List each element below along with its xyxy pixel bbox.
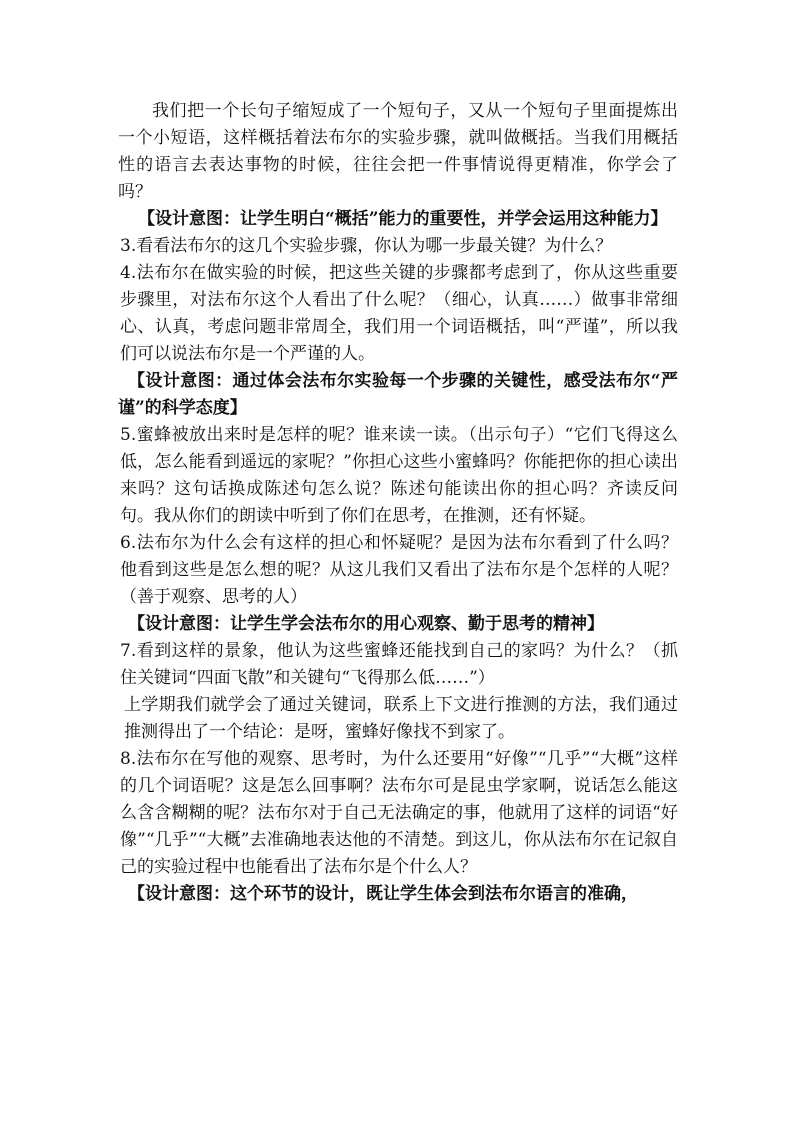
design-intent-4: 【设计意图：这个环节的设计，既让学生体会到法布尔语言的准确， bbox=[128, 884, 638, 904]
design-intent-3: 【设计意图：让学生学会法布尔的用心观察、勤于思考的精神】 bbox=[128, 614, 604, 634]
paragraph-summary: 我们把一个长句子缩短成了一个短句子，又从一个短句子里面提炼出一个小短语，这样概括着法布尔的实验步骤，就叫做概括。当我们用概括性的语言去表达事物的时候，往往会把一件事情说得更精准，你学会了吗？ bbox=[118, 101, 678, 202]
question-4: 4.法布尔在做实验的时候，把这些关键的步骤都考虑到了，你从这些重要步骤里，对法布尔这个人看出了什么呢？（细心，认真……）做事非常细心、认真，考虑问题非常周全，我们用一个词语概括，叫“严谨”，所以我们可以说法布尔是一个严谨的人。 bbox=[120, 263, 678, 364]
document-page bbox=[118, 98, 712, 908]
question-6: 6.法布尔为什么会有这样的担心和怀疑呢？是因为法布尔看到了什么吗？他看到这些是怎么想的呢？从这儿我们又看出了法布尔是个怎样的人呢？ （善于观察、思考的人） bbox=[120, 533, 712, 607]
question-3: 3.看看法布尔的这几个实验步骤，你认为哪一步最关键？为什么？ bbox=[120, 236, 613, 256]
design-intent-2: 【设计意图：通过体会法布尔实验每一个步骤的关键性，感受法布尔“严谨”的科学态度】 bbox=[118, 371, 678, 418]
question-5: 5.蜜蜂被放出来时是怎样的呢？谁来读一读。（出示句子）“它们飞得这么低，怎么能看到遥远的家呢？”你担心这些小蜜蜂吗？你能把你的担心读出来吗？这句话换成陈述句怎么说？陈述句能读出你的担心吗？齐读反问句。我从你们的朗读中听到了你们在思考，在推测，还有怀疑。 bbox=[120, 425, 678, 526]
question-7: 7.看到这样的景象，他认为这些蜜蜂还能找到自己的家吗？为什么？（抓住关键词“四面飞散”和关键句“飞得那么低……”） bbox=[120, 641, 678, 688]
question-7-followup: 上学期我们就学会了通过关键词，联系上下文进行推测的方法，我们通过推测得出了一个结论：是呀，蜜蜂好像找不到家了。 bbox=[124, 695, 678, 742]
design-intent-1: 【设计意图：让学生明白“概括”能力的重要性，并学会运用这种能力】 bbox=[138, 209, 668, 229]
question-8: 8.法布尔在写他的观察、思考时，为什么还要用“好像”“几乎”“大概”这样的几个词语呢？这是怎么回事啊？法布尔可是昆虫学家啊，说话怎么能这么含含糊糊的呢？法布尔对于自己无法确定的事，他就用了这样的词语“好像”“几乎”“大概”去准确地表达他的不清楚。到这儿，你从法布尔在记叙自己的实验过程中也能看出了法布尔是个什么人？ bbox=[120, 749, 678, 877]
